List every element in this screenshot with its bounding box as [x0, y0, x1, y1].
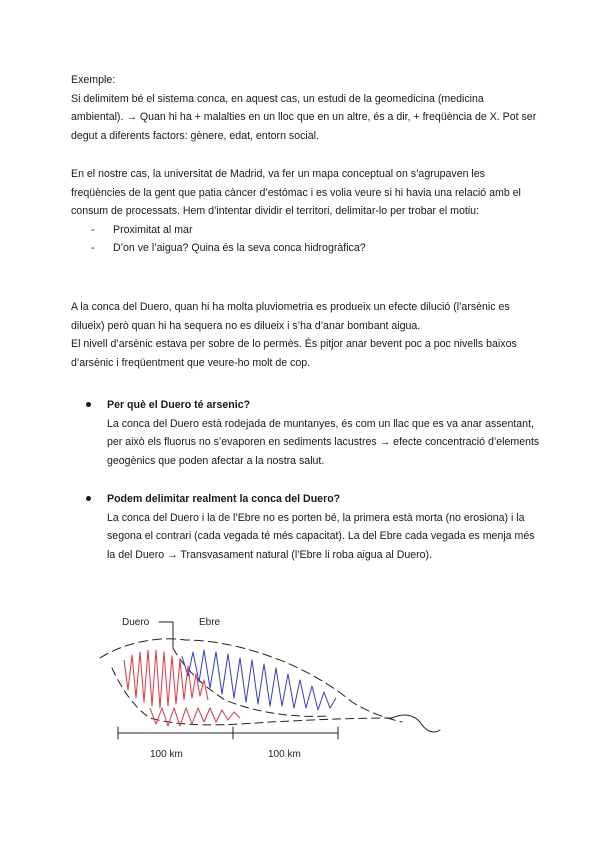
ebre-hatching — [182, 650, 336, 710]
list-item: - Proximitat al mar — [91, 221, 539, 240]
bullet-body: La conca del Duero està rodejada de muntanyes, és com un llac que es va anar assentant, per això els fluorus no s’evaporen en sediments lacustres → efecte concentració d’elements geogènics que poden afectar a la nostra salut. — [107, 417, 540, 467]
case-paragraph: En el nostre cas, la universitat de Madrid, va fer un mapa conceptual on s’agrupaven les freqüències de la gent que patia càncer d’estómac i es volia veure si hi havia una relació amb el consum de processats. Hem d’intentar dividir el territori, delimitar-lo per trobar el motiu: — [71, 168, 521, 218]
duero-leader-line — [159, 622, 173, 647]
intro-paragraph: Si delimitem bé el sistema conca, en aquest cas, un estudi de la geomedicina (medicina ambiental). → Quan hi ha + malalties en un lloc que en un altre, és a dir, + freqüència de X. Pot ser degut a diferents factors: gènere, edat, entorn social. — [71, 92, 537, 142]
duero-paragraph-1: A la conca del Duero, quan hi ha molta pluviometria es produeix un efecte dilució (l’arsènic es dilueix) però quan hi ha sequera no es dilueix i s’ha d’anar bombant aigua. — [71, 301, 510, 332]
bullet-body: La conca del Duero i la de l’Ebre no es porten bé, la primera està morta (no erosiona) i la segona el contrari (cada vegada té més capacitat). La del Ebre cada vegada es menja més la del Duero → Transvasament natural (l’Ebre li roba aigua al Duero). — [107, 511, 535, 561]
bullet-heading: Podem delimitar realment la conca del Duero? — [107, 493, 341, 505]
list-item: - D’on ve l’aigua? Quina és la seva conca hidrogràfica? — [91, 239, 539, 258]
duero-paragraph-2: El nivell d’arsènic estava per sobre de lo permès. És pitjor anar bevent poc a poc nivells baixos d’arsènic i freqüentment que veure-ho molt de cop. — [71, 338, 517, 369]
ebre-label: Ebre — [199, 617, 221, 628]
duero-label: Duero — [122, 617, 150, 628]
bullet-heading: Per què el Duero té arsenic? — [107, 399, 251, 411]
example-heading: Exemple: — [71, 74, 116, 86]
scale-label-left: 100 km — [150, 749, 183, 760]
tail-squiggle — [392, 715, 440, 732]
scale-label-right: 100 km — [268, 749, 301, 760]
